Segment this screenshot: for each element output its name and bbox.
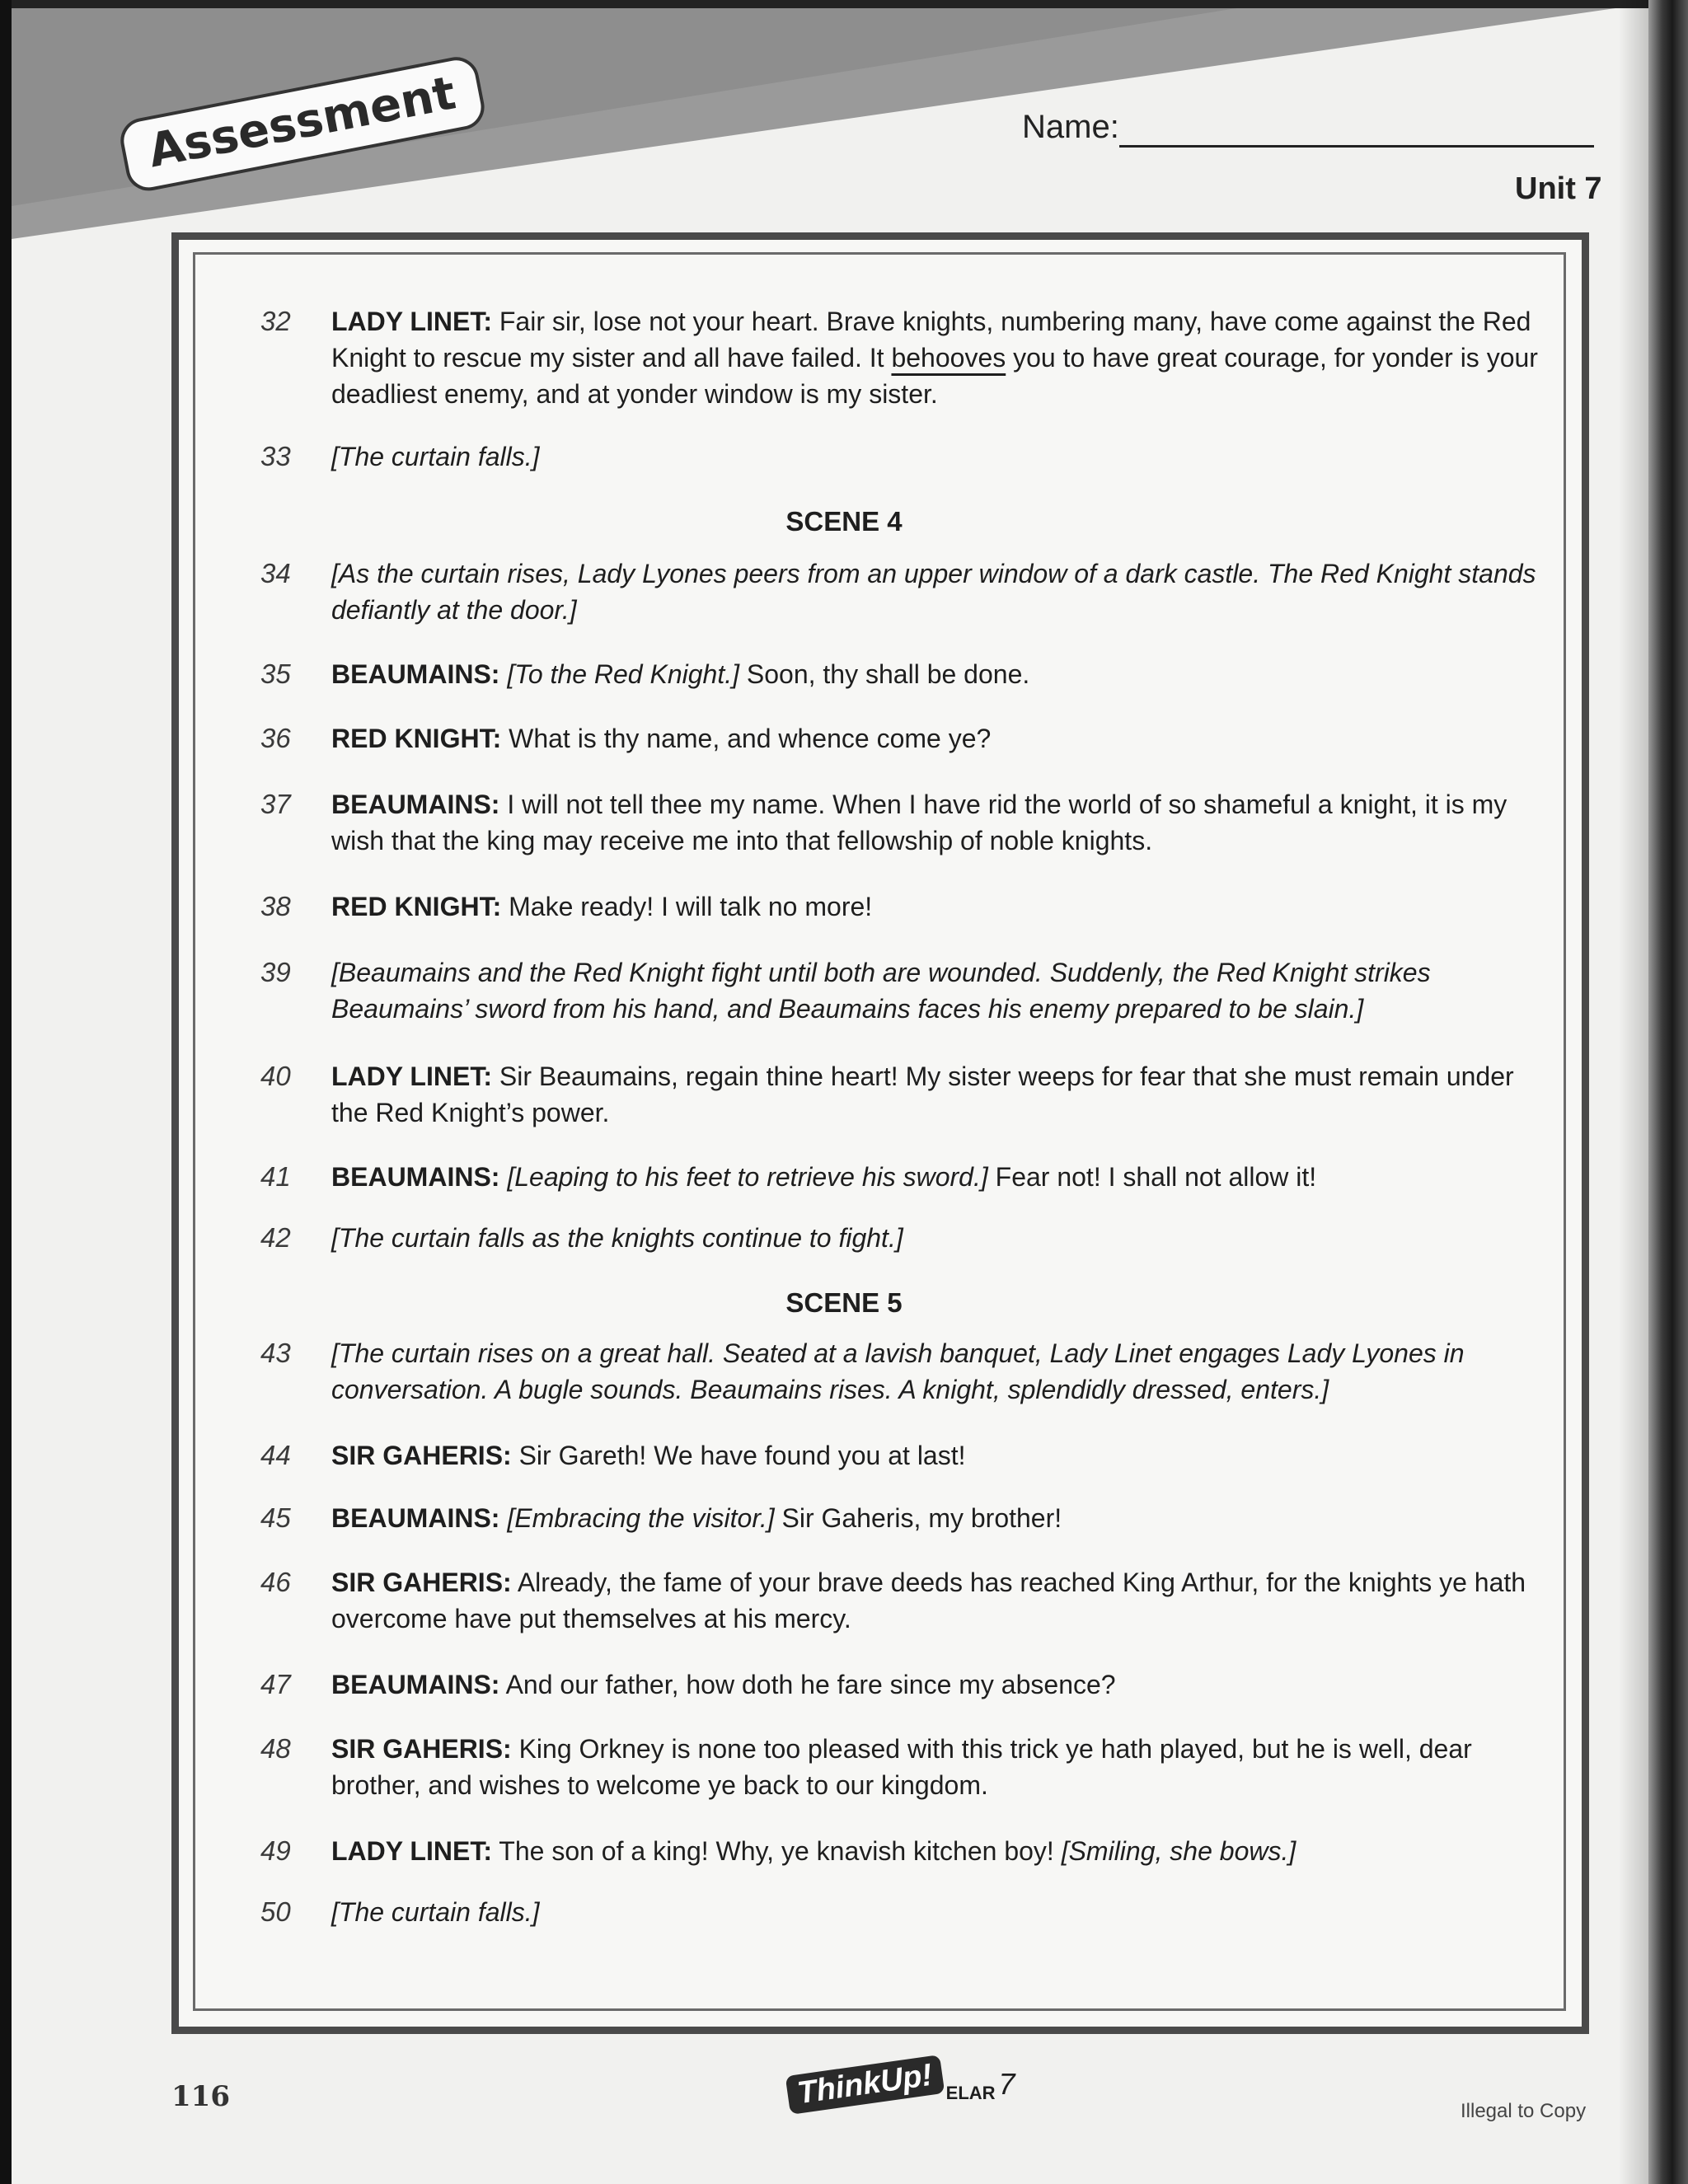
unit-label: Unit 7 [1515,171,1602,206]
speaker-name: BEAUMAINS: [331,1503,500,1533]
book-binding [1648,0,1688,2184]
line-text: King Orkney is none too pleased with this trick ye hath played, but he is well, dear brother, and wishes to welcome ye back to our kingdom. [331,1734,1472,1800]
logo-grade: 7 [998,2067,1015,2101]
line-text: Already, the fame of your brave deeds has reached King Arthur, for the knights ye hath overcome have put themselves at his mercy. [331,1568,1526,1633]
line-text: Fair sir, lose not your heart. Brave knights, numbering many, have come against the Red Knight to rescue my sister and all have failed. It [331,307,1531,373]
scan-border-left [0,0,12,2184]
line-number: 47 [260,1669,291,1699]
line-text: And our father, how doth he fare since my absence? [499,1670,1116,1699]
line-number: 33 [260,441,291,471]
line-number: 32 [260,306,291,336]
line-text: The son of a king! Why, ye knavish kitchen boy! [491,1836,1062,1866]
line-number: 34 [260,558,291,588]
line-text: Sir Gaheris, my brother! [774,1503,1062,1533]
stage-direction-inline: [Embracing the visitor.] [499,1503,775,1533]
line-number: 46 [260,1567,291,1597]
line-number: 40 [260,1061,291,1091]
speaker-name: RED KNIGHT: [331,724,502,753]
speaker-name: SIR GAHERIS: [331,1568,512,1597]
speaker-name: LADY LINET: [331,307,492,336]
line-number: 50 [260,1896,291,1927]
stage-direction: [Beaumains and the Red Knight fight until both are wounded. Suddenly, the Red Knight strikes Beaumains’ sword from his hand, and Beaumains faces his enemy prepared to be slain.] [331,958,1431,1024]
stage-direction: [The curtain falls.] [331,1897,540,1927]
stage-direction: [The curtain falls.] [331,442,540,471]
speaker-name: LADY LINET: [331,1836,492,1866]
speaker-name: BEAUMAINS: [331,790,500,819]
logo-subject: ELAR [945,2083,996,2103]
line-number: 38 [260,891,291,921]
line-number: 35 [260,658,291,689]
line-text: Make ready! I will talk no more! [501,892,873,921]
line-number: 44 [260,1440,291,1470]
line-text: Sir Gareth! We have found you at last! [511,1441,966,1470]
speaker-name: SIR GAHERIS: [331,1734,512,1764]
line-number: 45 [260,1502,291,1533]
line-text: Soon, thy shall be done. [739,659,1030,689]
stage-direction-inline: [Leaping to his feet to retrieve his sword.] [499,1162,988,1192]
line-number: 37 [260,789,291,819]
line-text: you to have great courage, for yonder is your deadliest enemy, and at yonder window is my sister. [331,343,1538,409]
name-label: Name: [1022,109,1119,145]
stage-direction-inline: [Smiling, she bows.] [1061,1836,1296,1866]
vocab-word: behooves [891,343,1006,373]
line-text: What is thy name, and whence come ye? [501,724,992,753]
publisher-logo [787,2057,1015,2111]
scene-heading-5: SCENE 5 [785,1287,903,1318]
line-number: 41 [260,1161,291,1192]
speaker-name: BEAUMAINS: [331,659,500,689]
line-text: Sir Beaumains, regain thine heart! My sister weeps for fear that she must remain under the Red Knight’s power. [331,1062,1514,1127]
binding-shadow [1619,0,1648,2184]
page-number: 116 [171,2080,230,2113]
logo-word: ThinkUp! [785,2055,945,2115]
line-text: Fear not! I shall not allow it! [987,1162,1317,1192]
line-number: 49 [260,1835,291,1866]
line-text: I will not tell thee my name. When I have rid the world of so shameful a knight, it is my wish that the king may receive me into that fellowship of noble knights. [331,790,1507,855]
copyright-notice: Illegal to Copy [1461,2100,1587,2122]
speaker-name: LADY LINET: [331,1062,492,1091]
speaker-name: BEAUMAINS: [331,1670,500,1699]
line-number: 42 [260,1222,291,1253]
speaker-name: BEAUMAINS: [331,1162,500,1192]
line-number: 39 [260,957,291,987]
speaker-name: SIR GAHERIS: [331,1441,512,1470]
stage-direction: [As the curtain rises, Lady Lyones peers from an upper window of a dark castle. The Red Knight stands defiantly at the door.] [331,559,1536,625]
speaker-name: RED KNIGHT: [331,892,502,921]
assessment-label: Assessment [117,54,488,195]
line-number: 36 [260,723,291,753]
line-number: 48 [260,1733,291,1764]
stage-direction-inline: [To the Red Knight.] [499,659,739,689]
name-field-line[interactable] [1119,145,1594,148]
scene-heading-4: SCENE 4 [785,506,903,537]
line-number: 43 [260,1338,291,1368]
stage-direction: [The curtain falls as the knights continue to fight.] [331,1223,903,1253]
stage-direction: [The curtain rises on a great hall. Seated at a lavish banquet, Lady Linet engages Lady Lyones in conversation. A bugle sounds. Beaumains rises. A knight, splendidly dressed, enters.] [331,1338,1465,1404]
